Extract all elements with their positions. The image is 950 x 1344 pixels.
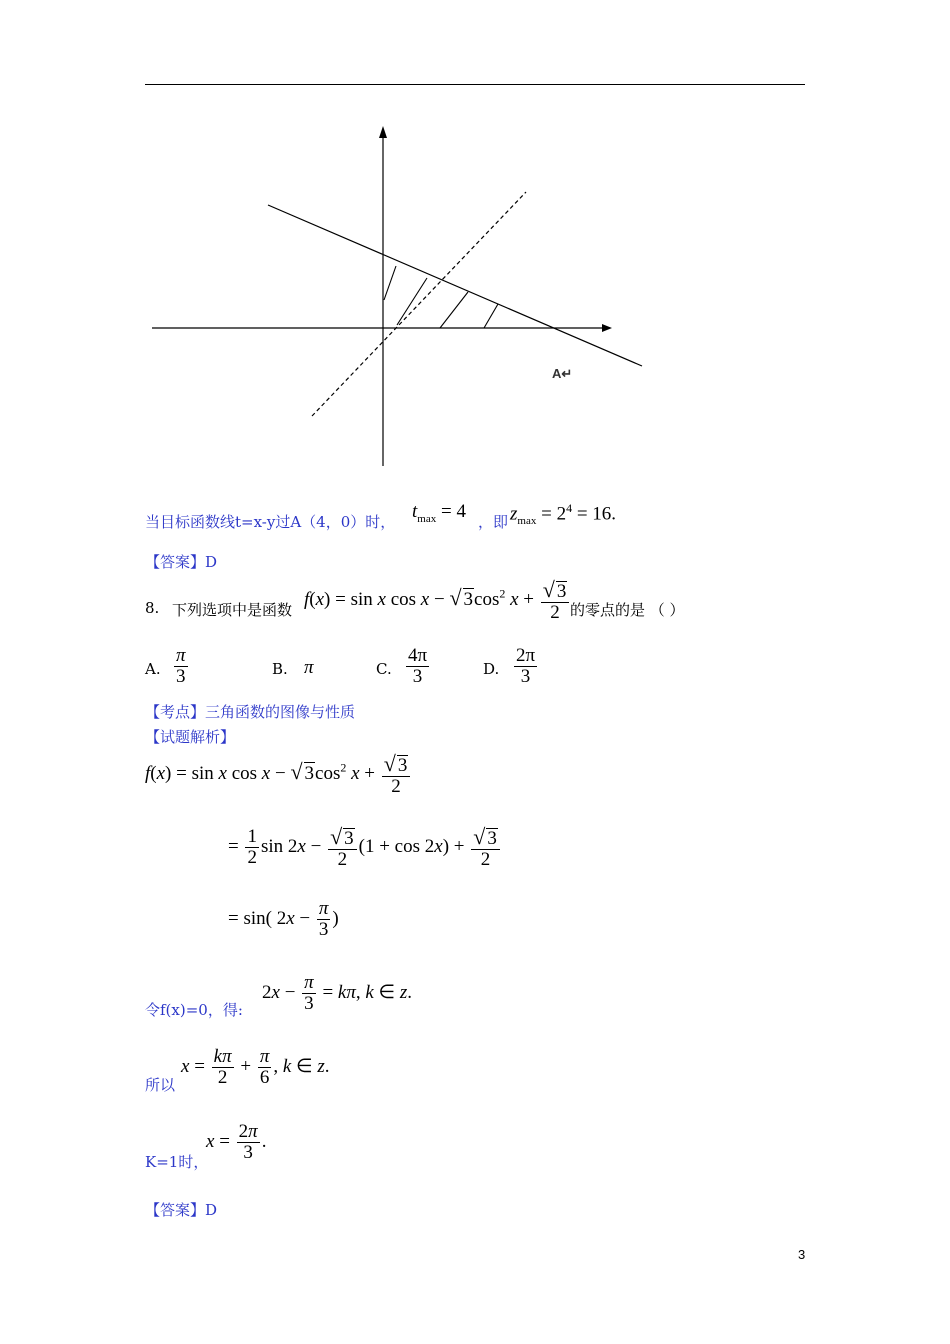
option-a-value: $\frac{\pi}{3}$	[176, 645, 186, 687]
derivation-line-1: f(x) = sin x cos x − √ $3\cos^2$ x + $\frac{√ 3}{2}$	[145, 752, 412, 797]
sol7-ji: ，即	[478, 513, 509, 531]
option-b-value: π	[304, 657, 314, 678]
k1-text: K=1时，	[145, 1153, 209, 1171]
coordinate-figure	[140, 120, 660, 480]
point-a-label: A↵	[552, 366, 573, 381]
option-c-value: $\frac{4\pi}{3}$	[408, 645, 428, 687]
sol7-line1: 当目标函数线t=x-y过A（4，0）时，	[145, 513, 396, 531]
option-a-letter: A.	[145, 660, 161, 678]
page-number: 3	[798, 1247, 806, 1262]
zmax-expression: $z_{max} = 2^4 = 16$.	[510, 501, 617, 528]
k1-equation: x = $\frac{2\pi}{3}$ .	[206, 1121, 267, 1163]
q8-stem-post: 的零点的是 （ ）	[570, 601, 685, 619]
ling-equation: 2x − $\frac{\pi}{3}$ = kπ, k ∈ z.	[262, 972, 413, 1014]
q8-function-formula: f(x) = sin x cos x − √ $3\cos^2$ x + $\frac{√ 3}{2}$	[304, 578, 571, 623]
option-d-letter: D.	[483, 660, 500, 678]
derivation-line-3: = sin( 2x − $\frac{\pi}{3}$ )	[228, 898, 339, 940]
option-c-letter: C.	[376, 660, 392, 678]
tmax-expression: $t_{max} = 4$	[412, 501, 466, 525]
suoyi-equation: x = $\frac{k\pi}{2}$ + $\frac{\pi}{6}$ , k ∈ z.	[181, 1046, 330, 1088]
x-axis-arrow	[602, 324, 612, 332]
final-answer: 【答案】D	[145, 1201, 218, 1219]
option-d-value: $\frac{2\pi}{3}$	[516, 645, 536, 687]
y-axis-arrow	[379, 126, 387, 138]
q8-number: 8.	[145, 599, 160, 617]
constraint-line	[268, 205, 642, 366]
kaodian-heading: 【考点】三角函数的图像与性质	[145, 703, 356, 721]
header-rule	[145, 84, 805, 85]
jiexi-heading: 【试题解析】	[145, 728, 236, 746]
sol7-answer: 【答案】D	[145, 553, 218, 571]
option-b-letter: B.	[272, 660, 288, 678]
suoyi-text: 所以	[145, 1076, 176, 1094]
q8-stem-pre: 下列选项中是函数	[172, 601, 293, 619]
objective-dashed-line	[312, 192, 526, 416]
derivation-line-2: = $\frac{1}{2}$ sin 2x − $\frac{√ 3}{2}$ (1 + cos 2x) + $\frac{√ 3}{2}$	[228, 825, 502, 870]
ling-text: 令f(x)=0，得:	[145, 1001, 243, 1019]
